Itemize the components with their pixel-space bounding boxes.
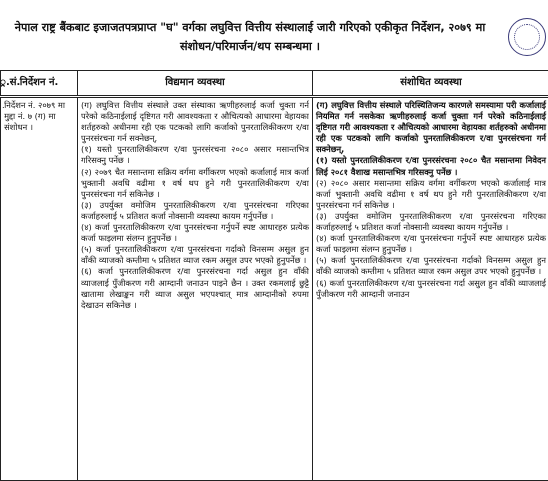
revised-clause: (६) कर्जा पुनरतालिकीकरण र/वा पुनरसंरचना गर्दा असुल हुन वाँकी व्याजलाई पुँजीकरण गरी आम्दानी जनाउन [315, 277, 546, 299]
nepal-rastra-bank-seal-icon [508, 18, 546, 56]
document-title [0, 18, 500, 56]
revised-provision-cell [312, 97, 548, 481]
table-header-row [0, 71, 548, 97]
revised-clause: (ग) लघुवित्त वित्तीय संस्थाले परिस्थितिजन्य कारणले समस्यामा परी कर्जालाई नियमित गर्न नसकेका ऋणीहरुलाई कर्जा चुक्ता गर्न परेको कठिनाईलाई दृष्टिगत गरी आवश्यकता र औचित्यको आधारमा वेहायका शर्तहरुको अधीनमा रही एक पटकको लागि कर्जाको पुनरतालिकीकरण र/वा पुनरसंरचना गर्न सक्नेछन्, [315, 100, 546, 155]
revised-clause: (५) कर्जा पुनरतालिकीकरण र/वा पुनरसंरचना गर्दाको विनसम्म असुल हुन वाँकी व्याजको कम्तीमा ५ प्रतिशत व्याज रकम असुल उपर भएको हुनुपर्नेछ । [315, 255, 546, 277]
revised-clause: (४) कर्जा पुनरतालिकीकरण र/वा पुनरसंरचना गर्नुपर्ने स्पष्ट आधारहरु प्रत्येक कर्जा फाइलमा संलग्न हुनुपर्नेछ । [315, 233, 546, 255]
revised-clause: (१) यस्तो पुनरतालिकीकरण र/वा पुनरसंरचना २०८० चैत मसान्तमा निवेदन लिई २०८१ वैशाख मसान्तभित्र गरिसक्नु पर्नेछ । [315, 155, 546, 177]
existing-clause: (३) उपर्युक्त वमोजिम पुनरतालिकीकरण र/वा पुनरसंरचना गरिएका कर्जाहरुलाई ५ प्रतिशत कर्जा नोक्सानी व्यवस्था कायम गर्नुपर्नेछ । [81, 199, 309, 221]
amendment-table [0, 70, 548, 481]
existing-provision-cell [78, 97, 313, 481]
revised-clause: (३) उपर्युक्त वमोजिम पुनरतालिकीकरण र/वा पुनरसंरचना गरिएका कर्जाहरुलाई ५ प्रतिशत कर्जा नोक्सानी व्यवस्था कायम गर्नुपर्नेछ । [315, 210, 546, 233]
existing-clause: (ग) लघुवित्त वित्तीय संस्थाले उक्त संस्थाका ऋणीहरुलाई कर्जा चुक्ता गर्न परेको कठिनाईलाई दृष्टिगत गरी आवश्यकता र औचित्यको आधारमा वेहायका शर्तहरुको अधीनमा रही एक पटकको लागि कर्जाको पुनरतालिकीकरण र/वा पुनरसंरचना गर्न सक्नेछन्, [81, 100, 309, 144]
header-sn: ्र.सं. [0, 71, 1, 97]
existing-clause: (१) यस्तो पुनरतालिकीकरण र/वा पुनरसंरचना २०८० असार मसान्तभित्र गरिसक्नु पर्नेछ । [81, 144, 309, 166]
row-directive-ref: निर्देशन नं. २०७९ मा मुद्दा नं. ७ (ग) मा संशोधन । [1, 97, 78, 481]
title-line-2: संशोधन/परिमार्जन/थप सम्बन्धमा । [180, 40, 320, 53]
existing-clause: (२) २०७९ चैत मसान्तमा सक्रिय वर्गमा वर्गीकरण भएको कर्जालाई मात्र कर्जा भुक्तानी अवधि वढीमा १ वर्ष थप हुने गरी पुनरतालिकीकरण र/वा पुनरसंरचना गर्न सकिनेछ । [81, 166, 309, 199]
existing-clause: (४) कर्जा पुनरतालिकीकरण र/वा पुनरसंरचना गर्नुपर्ने स्पष्ट आधारहरु प्रत्येक कर्जा फाइलमा संलग्न हुनुपर्नेछ । [81, 222, 309, 244]
table-row [0, 97, 548, 481]
header-existing-provision: विद्यमान व्यवस्था [78, 71, 313, 97]
existing-clause: (६) कर्जा पुनरतालिकीकरण र/वा पुनरसंरचना गर्दा असुल हुन वाँकी व्याजलाई पुँजीकरण गरी आम्दानी जनाउन पाइने छैन । उक्त रकमलाई छुट्टै खातामा लेखाङ्कन गरी व्याज असुल भएपश्चात् मात्र आम्दानीको रुपमा देखाउन सकिनेछ । [81, 266, 309, 310]
header-directive-no: निर्देशन नं. [1, 71, 78, 97]
existing-clause: (५) कर्जा पुनरतालिकीकरण र/वा पुनरसंरचना गर्दाको विनसम्म असुल हुन वाँकी व्याजको कम्तीमा ५ प्रतिशत व्याज रकम असुल उपर भएको हुनुपर्नेछ । [81, 244, 309, 266]
header-revised-provision: संशोधित व्यवस्था [312, 71, 548, 97]
revised-clause: (२) २०८० असार मसान्तमा सक्रिय वर्गमा वर्गीकरण भएको कर्जालाई मात्र कर्जा भुक्तानी अवधि वढीमा १ वर्ष थप हुने गरी पुनरतालिकीकरण र/वा पुनरसंरचना गर्न सकिनेछ । [315, 177, 546, 210]
row-sn: . [0, 97, 1, 481]
title-line-1: नेपाल राष्ट्र बैंकबाट इजाजतपत्रप्राप्त "घ" वर्गका लघुवित्त वित्तीय संस्थालाई जारी गरिएको एकीकृत निर्देशन, २०७९ मा [14, 21, 486, 34]
